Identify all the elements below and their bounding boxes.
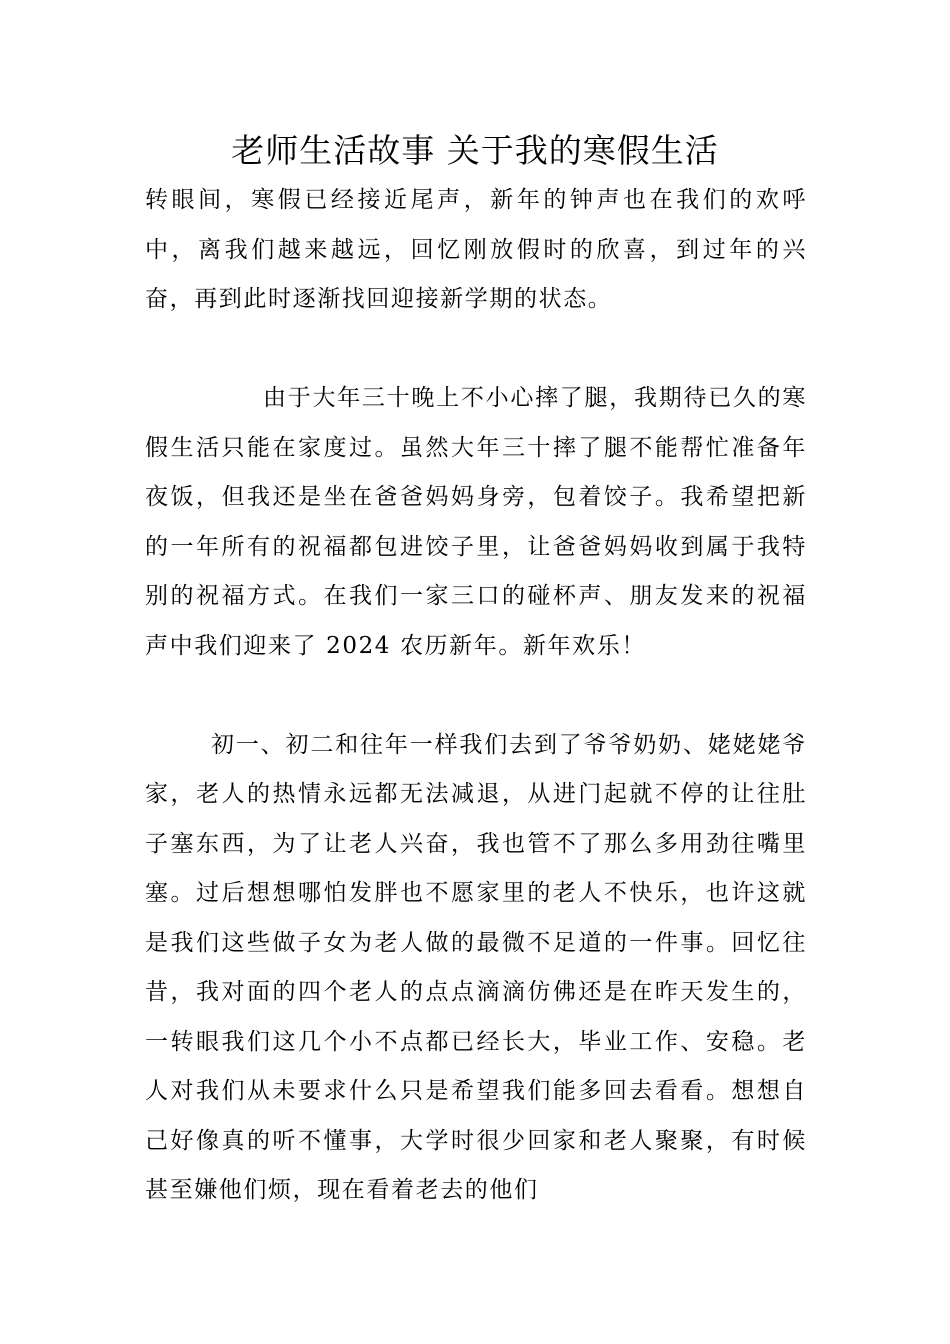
paragraph-1: 转眼间，寒假已经接近尾声，新年的钟声也在我们的欢呼中，离我们越来越远，回忆刚放假时的欣喜，到过年的兴奋，再到此时逐渐找回迎接新学期的状态。 (145, 187, 807, 312)
document-title: 老师生活故事 关于我的寒假生活 (231, 131, 719, 170)
paragraph-2: 由于大年三十晚上不小心摔了腿，我期待已久的寒假生活只能在家度过。虽然大年三十摔了腿不能帮忙准备年夜饭，但我还是坐在爸爸妈妈身旁，包着饺子。我希望把新的一年所有的祝福都包进饺子里，让爸爸妈妈收到属于我特别的祝福方式。在我们一家三口的碰杯声、朋友发来的祝福声中我们迎来了 2024 农历新年。新年欢乐！ (145, 385, 807, 659)
paragraph-3: 初一、初二和往年一样我们去到了爷爷奶奶、姥姥姥爷家，老人的热情永远都无法减退，从进门起就不停的让往肚子塞东西，为了让老人兴奋，我也管不了那么多用劲往嘴里塞。过后想想哪怕发胖也不愿家里的老人不快乐，也许这就是我们这些做子女为老人做的最微不足道的一件事。回忆往昔，我对面的四个老人的点点滴滴仿佛还是在昨天发生的，一转眼我们这几个小不点都已经长大，毕业工作、安稳。老人对我们从未要求什么只是希望我们能多回去看看。想想自己好像真的听不懂事，大学时很少回家和老人聚聚，有时候甚至嫌他们烦，现在看着老去的他们 (145, 731, 807, 1203)
document-body (145, 176, 807, 1216)
paragraph-gap (145, 325, 807, 375)
paragraph-gap (145, 671, 807, 721)
